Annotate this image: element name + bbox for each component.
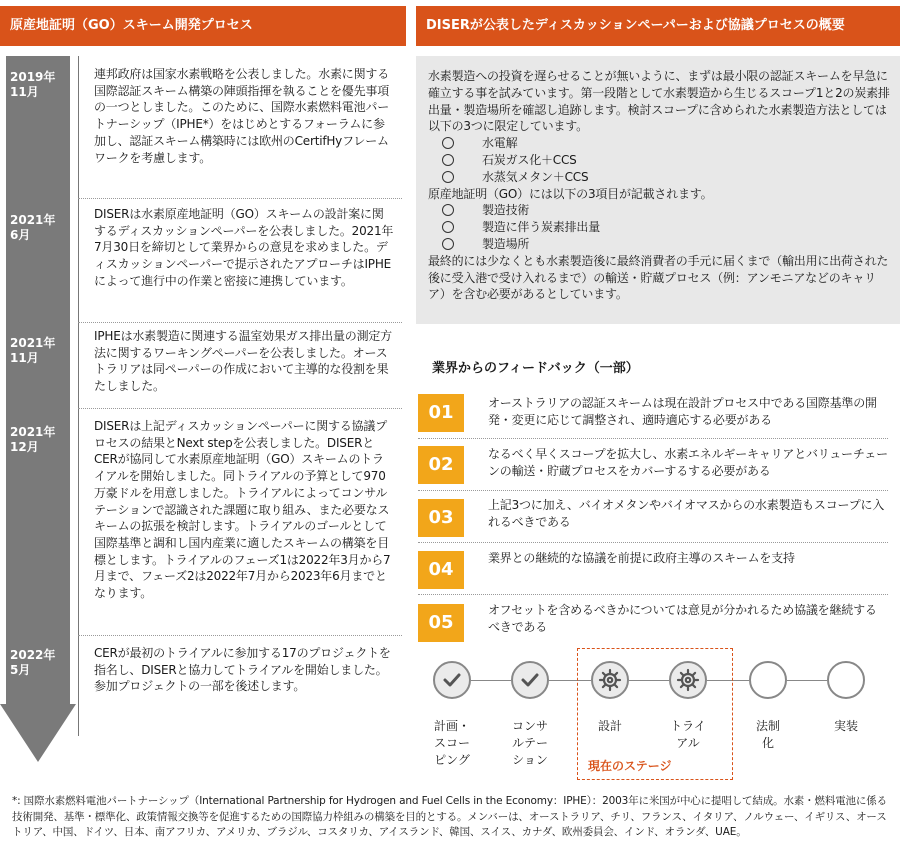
feedback-number-badge: 03: [418, 499, 464, 537]
circle-bullet-icon: [442, 221, 454, 233]
feedback-number-badge: 04: [418, 551, 464, 589]
feedback-text: 業界との継続的な協議を前提に政府主導のスキームを支持: [488, 551, 795, 565]
feedback-text: なるべく早くスコープを拡大し、水素エネルギーキャリアとバリューチェーンの輸送・貯蔵プロセスをカバーするする必要がある: [488, 447, 888, 478]
circle-bullet-icon: [442, 238, 454, 250]
feedback-separator: [418, 594, 888, 595]
timeline-separator: [78, 635, 402, 636]
feedback-number-badge: 05: [418, 604, 464, 642]
feedback-separator: [418, 542, 888, 543]
timeline-date: 2022年 5月: [10, 648, 56, 677]
footnote: *: 国際水素燃料電池パートナーシップ（International Partnership for Hydrogen and Fuel Cells in the Economy：IPHE）：2003年に米国が中心に提唱して結成。水素・燃料電池に係る技術開発、基準・標準化、政策情報交換等を促進するための国際協力枠組みの構築を目的とする。メンバーは、オーストラリア、チリ、フランス、イタリア、ノルウェー、イギリス、オーストリア、中国、ドイツ、日本、南アフリカ、アメリカ、ブラジル、コスタリカ、アイスランド、韓国、スイス、カナダ、欧州委員会、インド、オランダ、UAE。: [12, 795, 887, 838]
go-item-label: 製造に伴う炭素排出量: [482, 220, 601, 235]
timeline-entry-text: IPHEは水素製造に関連する温室効果ガス排出量の測定方法に関するワーキングペーパーを公表しました。オーストラリアは同ペーパーの作成において主導的な役割を果たしました。: [94, 329, 392, 394]
feedback-text: オーストラリアの認証スキームは現在設計プロセス中である国際基準の開発・変更に応じて調整され、適時適応する必要がある: [488, 396, 877, 427]
go-intro: 原産地証明（GO）には以下の3項目が記載されます。: [428, 186, 713, 201]
current-stage-label: 現在のステージ: [588, 759, 672, 773]
list-item: [428, 236, 890, 253]
check-icon: [440, 668, 464, 692]
timeline-date: 2021年 11月: [10, 336, 56, 365]
method-label: 水蒸気メタン＋CCS: [482, 169, 589, 184]
go-item-label: 製造場所: [482, 236, 530, 251]
timeline-entry-text: CERが最初のトライアルに参加する17のプロジェクトを指名し、DISERと協力してトライアルを開始しました。参加プロジェクトの一部を後述します。: [94, 646, 391, 694]
step-circle-implementation: [827, 661, 865, 699]
timeline-date: 2021年 6月: [10, 213, 56, 242]
circle-bullet-icon: [442, 171, 454, 183]
feedback-text: オフセットを含めるべきかについては意見が分かれるため協議を継続するべきである: [488, 603, 877, 634]
step-label: 計画・ スコー ピング: [433, 719, 470, 767]
feedback-separator: [418, 490, 888, 491]
step-label: 法制 化: [755, 719, 780, 750]
feedback-number-badge: 01: [418, 394, 464, 432]
step-circle-legislation: [749, 661, 787, 699]
step-circle-consultation: [511, 661, 549, 699]
list-item: [428, 219, 890, 236]
summary-intro: 水素製造への投資を遅らせることが無いように、まずは最小限の認証スキームを早急に確立する事を試みています。第一段階として水素製造から生じるスコープ1と2の炭素排出量・製造場所を確認し追跡します。検討スコープに含められた水素製造方法としては以下の3つに限定しています。: [428, 69, 890, 134]
list-item: [428, 135, 890, 152]
summary-box: [416, 56, 900, 324]
circle-bullet-icon: [442, 154, 454, 166]
timeline-separator: [78, 198, 402, 199]
left-section-header: 原産地証明（GO）スキーム開発プロセス: [0, 6, 406, 46]
step-connector: [787, 680, 827, 681]
step-label: トライ アル: [670, 719, 706, 750]
feedback-text: 上記3つに加え、バイオメタンやバイオマスからの水素製造もスコープに入れるべきである: [488, 498, 885, 529]
timeline-entry-text: DISERは水素原産地証明（GO）スキームの設計案に関するディスカッションペーパーを公表しました。2021年7月30日を締切として業界からの意見を求めました。ディスカッションペーパーで提示されたアプローチはIPHEによって進行中の作業と密接に連携しています。: [94, 207, 394, 288]
timeline-entry-text: DISERは上記ディスカッションペーパーに関する協議プロセスの結果とNext stepを公表しました。DISERとCERが協同して水素原産地証明（GO）スキームのトライアルを開始しました。同トライアルの予算として970万豪ドルを用意しました。トライアルによってコンサルテーションで認識された課題に取り組み、また必要なスキームの拡張を検討します。トライアルのゴールとして国際基準と調和し国内産業に適したスキームの構築を目標とします。トライアルのフェーズ1は2022年3月から7月まで、フェーズ2は2022年7月から2023年6月までとなります。: [94, 419, 391, 601]
timeline-date: 2019年 11月: [10, 70, 56, 99]
timeline-divider-line: [78, 56, 79, 736]
step-circle-planning: [433, 661, 471, 699]
list-item: [428, 152, 890, 169]
method-label: 石炭ガス化＋CCS: [482, 152, 577, 167]
circle-bullet-icon: [442, 204, 454, 216]
method-label: 水電解: [482, 136, 518, 151]
timeline-separator: [78, 408, 402, 409]
step-label: 設計: [597, 719, 622, 733]
timeline-entry-text: 連邦政府は国家水素戦略を公表しました。水素に関する国際認証スキーム構築の陣頭指揮を執ることを優先事項の一つとしました。このために、国際水素燃料電池パートナーシップ（IPHE*）をはじめとするフォーラムに参加し、認証スキーム構築時には欧州のCertifHyフレームワークを考慮します。: [94, 67, 390, 165]
step-label: コンサ ルテー ション: [511, 719, 548, 767]
list-item: [428, 169, 890, 186]
right-section-header: DISERが公表したディスカッションペーパーおよび協議プロセスの概要: [416, 6, 900, 46]
feedback-title: 業界からのフィードバック（一部）: [432, 361, 639, 376]
timeline-date: 2021年 12月: [10, 425, 56, 454]
feedback-separator: [418, 438, 888, 439]
timeline-separator: [78, 322, 402, 323]
feedback-number-badge: 02: [418, 446, 464, 484]
step-label: 実装: [833, 719, 858, 733]
list-item: [428, 202, 890, 219]
circle-bullet-icon: [442, 137, 454, 149]
step-connector: [471, 680, 511, 681]
summary-closing: 最終的には少なくとも水素製造後に最終消費者の手元に届くまで（輸出用に出荷された後に受入港で受け入れるまで）の輸送・貯蔵プロセス（例：アンモニアなどのキャリア）を含む必要があるとしています。: [428, 253, 889, 302]
go-item-label: 製造技術: [482, 203, 530, 218]
check-icon: [518, 668, 542, 692]
